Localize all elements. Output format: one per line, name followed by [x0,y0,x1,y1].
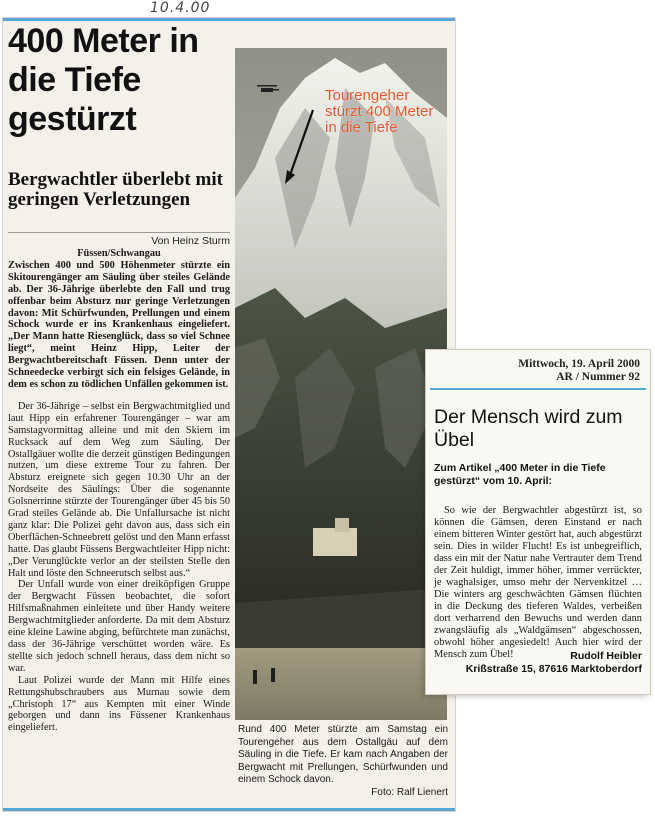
mountain-illustration [235,48,447,720]
issue-date: Mittwoch, 19. April 2000 [518,358,640,370]
lead-paragraph: Zwischen 400 und 500 Höhenmeter stürzte ein Skitourengänger am Säuling über steiles Gelände ab. Der 36-Jährige überlebte den Fall und trug offenbar beim Absturz nur geringe Verletzungen davon: Mit Schürfwunden, Prellungen und einem Schock wurde er ins Krankenhaus eingeliefert. „Der Mann hatte Riesenglück, dass so viel Schnee liegt“, meint Heinz Hipp, Leiter der Bergwachtbereitschaft Füssen. Denn unter der Schneedecke verbirgt sich ein felsiges Gelände, in dem es schon zu tödlichen Unfällen gekommen ist. [8,259,230,390]
photo-credit: Foto: Ralf Lienert [371,786,448,798]
headline: 400 Meter in die Tiefe gestürzt [8,22,199,138]
caption-text: Rund 400 Meter stürzte am Samstag ein Tourengeher aus dem Ostallgäu auf dem Säuling in die Tiefe. Er kam nach Angaben der Bergwacht mit Prellungen, Schürfwunden und einem Schock davon. [238,724,448,786]
body-paragraph: Der Unfall wurde von einer dreiköpfigen Gruppe der Bergwacht Füssen beobachtet, die sofort Hilfsmaßnahmen einleitete und über Handy weitere Bergwachtmitglieder anforderte. Da mit dem Absturz eine kleine Lawine abging, befürchtete man zunächst, dass der 36-Jährige verschüttet worden wäre. Es stellte sich jedoch schnell heraus, dass dem nicht so war. [8,579,230,674]
subheadline: Bergwachtler überlebt mit geringen Verletzungen [8,169,223,210]
letter-clipping [426,350,650,694]
dateline: Füssen/Schwangau [77,248,161,259]
byline: Von Heinz Sturm [8,232,230,247]
letter-author [466,650,642,676]
photo-caption [238,724,448,800]
issue-info [518,358,640,384]
letter-reference: Zum Artikel „400 Meter in die Tiefe gestürzt“ vom 10. April: [434,462,606,487]
body-paragraph: Laut Polizei wurde der Mann mit Hilfe eines Rettungshubschraubers aus Murnau sowie dem „Christoph 17“ aus Kempten mit einer Winde geborgen und dann ins Füssener Krankenhaus eingeliefert. [8,674,230,734]
letter-body: So wie der Bergwachtler abgestürzt ist, so können die Gämsen, deren Einstand er nach einem bitteren Winter gestört hat, auch abgestürzt sein. Dies in wilder Flucht! Es ist unbegreiflich, dass ein mit der Natur nahe Vertrauter dem Trend der Zeit huldigt, immer höher, immer verrückter, je waghalsiger, umso mehr der Nervenkitzel … Die winters arg geschwächten Gämsen flüchten in die Deckung des tieferen Waldes, verbeißen dort verharrend den Bewuchs und werden dann zwangsläufig als „Waldgämsen“ abgeschossen, obwohl höher angesiedelt! Auch hier wird der Mensch zum Übel! [434,505,642,660]
handwritten-date: 10.4.00 [150,0,211,16]
author-name: Rudolf Heibler [570,650,642,662]
photo-label: Tourengeher stürzt 400 Meter in die Tiefe [325,87,434,136]
issue-rule [430,388,646,390]
bottom-rule [3,808,455,811]
issue-number: AR / Nummer 92 [556,371,640,383]
mountain-photo [235,48,447,720]
author-address: Krißstraße 15, 87616 Marktoberdorf [465,663,642,675]
letter-title: Der Mensch wird zum Übel [434,406,623,451]
article-body [8,248,230,734]
body-paragraph: Der 36-Jährige – selbst ein Bergwachtmitglied und laut Hipp ein erfahrener Tourengänger – war am Samstagvormittag alleine und mit den Skiern im Rucksack auf dem Weg zum Säuling. Der Ostallgäuer wollte die derzeit günstigen Bedingungen nutzen, um diese extreme Tour zu fahren. Der Absturz ereignete sich gegen 10.30 Uhr an der Nordseite des Säulings: Über die sogenannte Golsnerrinne stürzte der Tourengänger über 45 bis 50 Grad steiles Gelände ab. Die Unfallursache ist nicht ganz klar: Die Polizei geht davon aus, dass sich ein Oberflächen-Schneebrett gelöst und den Mann erfasst hatte. Das glaubt Füssens Bergwachtleiter Hipp nicht: „Der Verunglückte verlor an der steilsten Stelle den Halt und löste den Schneerutsch selbst aus.“ [8,400,231,579]
